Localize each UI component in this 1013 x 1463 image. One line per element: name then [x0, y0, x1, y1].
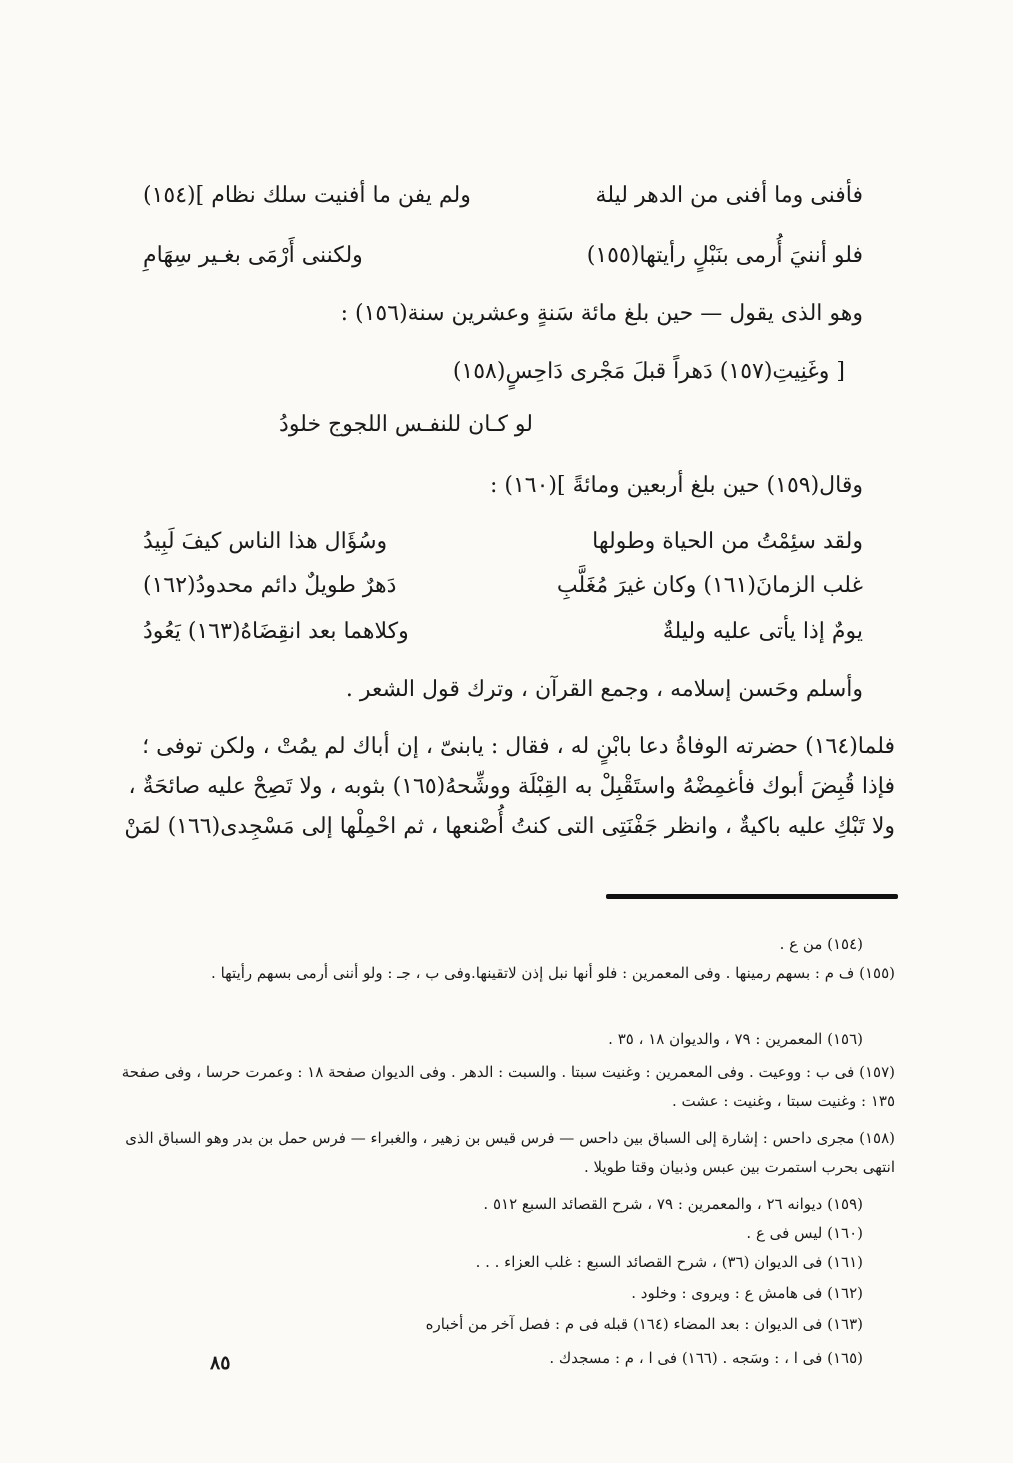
- verse-hemistich-second: دَهرٌ طويلٌ دائم محدودُ(١٦٢): [143, 573, 397, 598]
- verse-hemistich-first: غلب الزمانَ(١٦١) وكان غيرَ مُغَلَّبِ: [556, 573, 863, 598]
- footnote: (١٥٤) من ع .: [779, 935, 863, 953]
- verse-line: [143, 236, 863, 276]
- main-paragraph: فلما(١٦٤) حضرته الوفاةُ دعا بابْنٍ له ، فقال : يابنىّ ، إن أباك لم يمُتْ ، ولكن توفى ؛ فإذا قُبِضَ أبوك فأغمِضْهُ واستَقْبِلْ به القِبْلَة ووشِّحهُ(١٦٥) بثوبه ، ولا تَصِحْ عليه صائحَةٌ ، ولا تَبْكِ عليه باكيةٌ ، وانظر جَفْنَتِى التى كنتُ أُصْنعها ، ثم احْمِلْها إلى مَسْجِدى(١٦٦) لمَنْ: [124, 734, 895, 839]
- footnote: (١٥٦) المعمرين : ٧٩ ، والديوان ١٨ ، ٣٥ .: [608, 1030, 863, 1048]
- footnote: (١٥٧) فى ب : ووعيت . وفى المعمرين : وغنيت سبتا . والسبت : الدهر . وفى الديوان صفحة ١٨ : وعمرت حرسا ، وفى صفحة ١٣٥ : وغنيت سبتا ، وغنيت : عشت .: [121, 1063, 895, 1110]
- footnote: (١٦٣) فى الديوان : بعد المضاء (١٦٤) قبله فى م : فصل آخر من أخباره: [425, 1315, 863, 1333]
- footnote: (١٦٥) فى ا ، : وسَجه . (١٦٦) فى ا ، م : مسجدك .: [549, 1349, 863, 1367]
- verse-hemistich-second: وسُؤَال هذا الناس كيفَ لَبِيدُ: [143, 529, 388, 554]
- verse-line: [143, 176, 863, 216]
- verse-hemistich-first: فأفنى وما أفنى من الدهر ليلة: [595, 183, 863, 208]
- verse-first-half: [ وغَنِيتِ(١٥٧) دَهراً قبلَ مَجْرى دَاحِسٍ(١٥٨): [452, 359, 845, 384]
- verse-hemistich-first: فلو أننيَ أُرمى بنَبْلٍ رأيتها(١٥٥): [586, 243, 863, 268]
- footnote: (١٥٩) ديوانه ٢٦ ، والمعمرين : ٧٩ ، شرح القصائد السبع ٥١٢ .: [483, 1195, 863, 1213]
- verse-hemistich-second: ولم يفن ما أفنيت سلك نظام ](١٥٤): [143, 183, 471, 208]
- footnote: (١٥٥) ف م : بسهم رمينها . وفى المعمرين : فلو أنها نبل إذن لاتقينها.وفى ب ، جـ : ولو أننى أرمى بسهم رأيتها .: [211, 964, 895, 982]
- verse-hemistich-first: ولقد سئِمْتُ من الحياة وطولها: [592, 529, 863, 554]
- verse-line: [143, 522, 863, 562]
- prose-line: وأسلم وحَسن إسلامه ، وجمع القرآن ، وترك قول الشعر .: [345, 677, 863, 702]
- verse-hemistich-second: ولكننى أَرْمَى بغـير سِهَامِ: [143, 243, 363, 268]
- footnote: (١٦٠) ليس فى ع .: [746, 1224, 863, 1242]
- verse-hemistich-first: يومٌ إذا يأتى عليه وليلةٌ: [662, 619, 863, 644]
- intro-line: وقال(١٥٩) حين بلغ أربعين ومائةً ](١٦٠) :: [489, 473, 863, 498]
- verse-second-half: لو كـان للنفـس اللجوج خلودُ: [279, 412, 533, 437]
- footnote: (١٥٨) مجرى داحس : إشارة إلى السباق بين داحس — فرس قيس بن زهير ، والغبراء — فرس حمل بن بدر وهو السباق الذى انتهى بحرب استمرت بين عبس وذبيان وقتا طويلا .: [125, 1129, 895, 1176]
- footnote: (١٦١) فى الديوان (٣٦) ، شرح القصائد السبع : غلب العزاء . . .: [475, 1253, 863, 1271]
- footnote: (١٦٢) فى هامش ع : ويروى : وخلود .: [631, 1284, 863, 1302]
- footnote-divider: [606, 894, 898, 899]
- verse-line: [143, 612, 863, 652]
- verse-hemistich-second: وكلاهما بعد انقِضَاهُ(١٦٣) يَعُودُ: [143, 619, 409, 644]
- page-number: ٨٥: [210, 1352, 231, 1374]
- intro-line: وهو الذى يقول — حين بلغ مائة سَنةٍ وعشرين سنة(١٥٦) :: [340, 301, 863, 326]
- verse-line: [143, 566, 863, 606]
